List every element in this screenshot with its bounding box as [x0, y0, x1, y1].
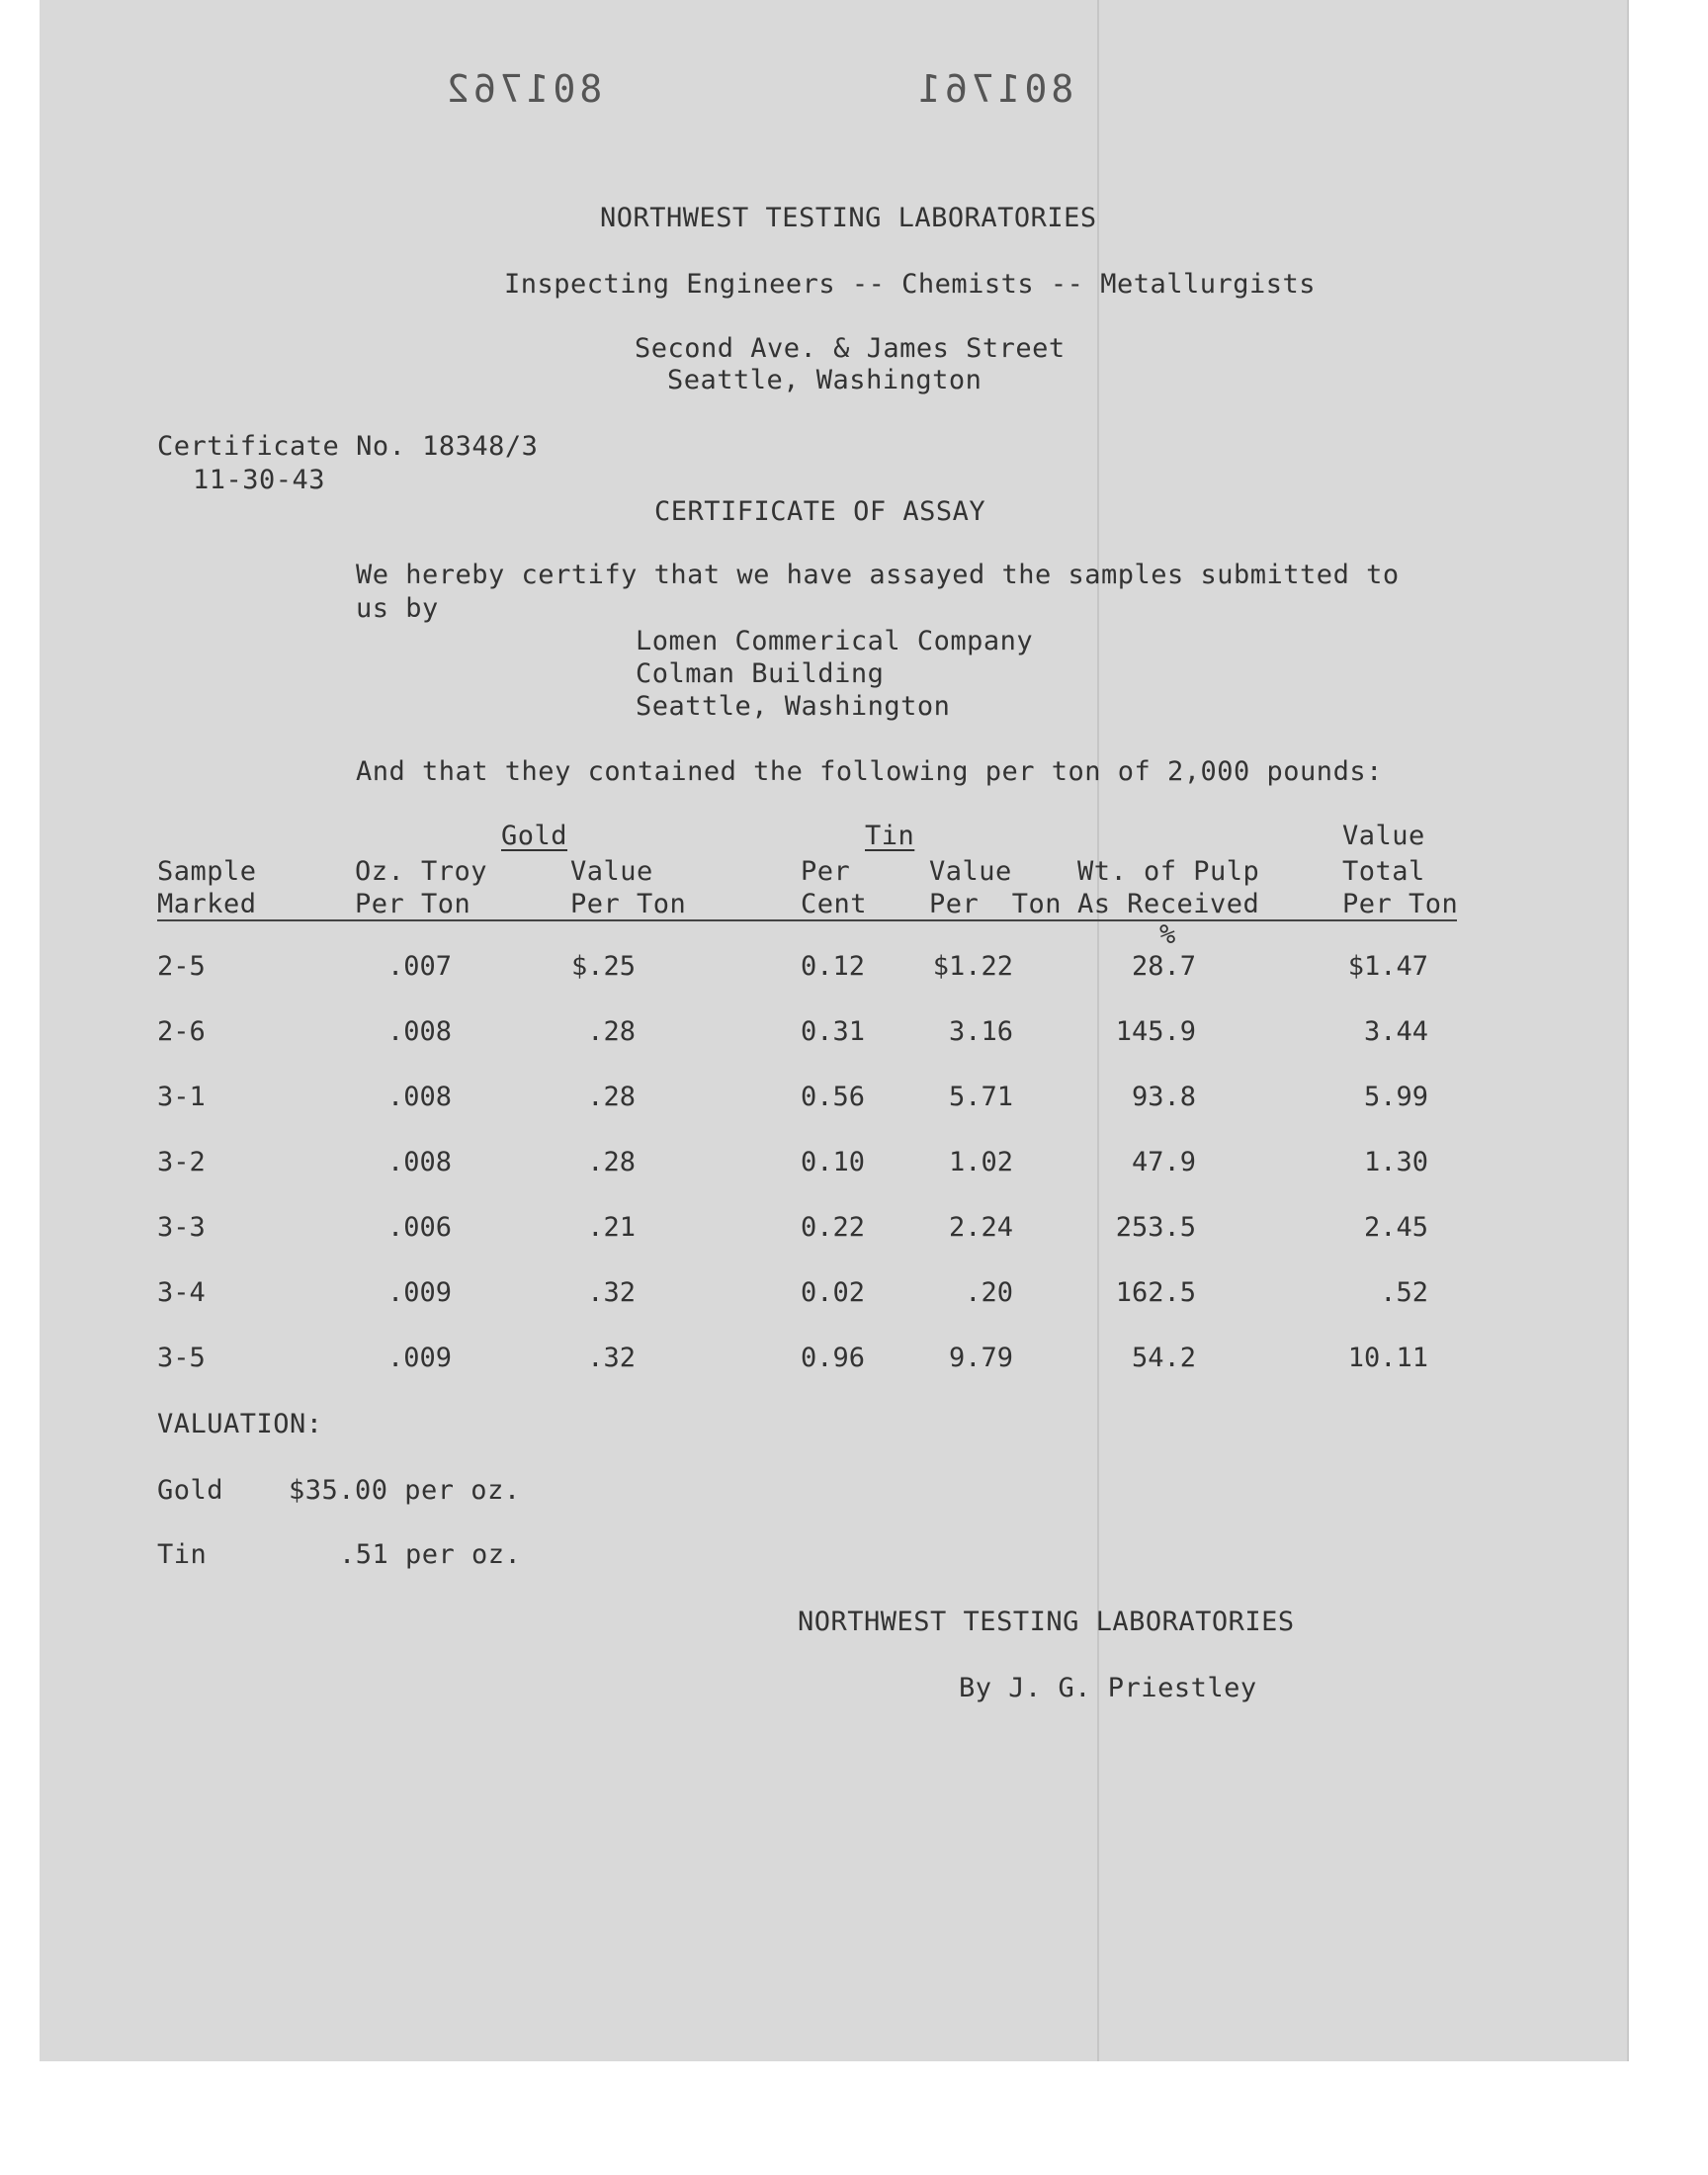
cell-tin-value: 5.71 — [948, 1082, 1013, 1112]
cell-gold-value: .21 — [587, 1212, 636, 1243]
cell-tin-percent: 0.22 — [801, 1212, 866, 1243]
cell-oz-troy: .008 — [387, 1082, 453, 1112]
header-sample-line2: Marked — [157, 889, 257, 919]
cell-pulp-weight: 162.5 — [1115, 1277, 1196, 1308]
cell-tin-value: $1.22 — [932, 951, 1013, 982]
cell-tin-value: 9.79 — [948, 1343, 1013, 1373]
header-total-line1: Total — [1342, 856, 1425, 887]
cell-tin-value: 3.16 — [948, 1016, 1013, 1047]
cell-tin-percent: 0.56 — [801, 1082, 866, 1112]
cell-oz-troy: .007 — [387, 951, 453, 982]
group-header-tin: Tin — [865, 821, 915, 851]
intro-line-1: We hereby certify that we have assayed the samples submitted to — [356, 560, 1400, 590]
cell-tin-percent: 0.31 — [801, 1016, 866, 1047]
header-wt-line2: As Received — [1077, 889, 1260, 919]
header-tin-value-line2: Per Ton — [929, 889, 1063, 919]
client-city: Seattle, Washington — [636, 691, 951, 722]
cell-gold-value: .32 — [587, 1343, 636, 1373]
letterhead-tagline: Inspecting Engineers -- Chemists -- Metallurgists — [504, 269, 1317, 300]
cell-tin-percent: 0.02 — [801, 1277, 866, 1308]
header-sample-line1: Sample — [157, 856, 257, 887]
cell-sample: 3-4 — [157, 1277, 206, 1308]
cell-oz-troy: .009 — [387, 1277, 453, 1308]
cell-oz-troy: .006 — [387, 1212, 453, 1243]
cell-pulp-weight: 54.2 — [1131, 1343, 1196, 1373]
cell-tin-value: .20 — [965, 1277, 1013, 1308]
header-gold-value-line2: Per Ton — [570, 889, 687, 919]
letterhead-company: NORTHWEST TESTING LABORATORIES — [600, 203, 1097, 233]
signature-company: NORTHWEST TESTING LABORATORIES — [798, 1607, 1295, 1637]
header-tin-value-line1: Value — [929, 856, 1012, 887]
cell-sample: 3-2 — [157, 1147, 206, 1177]
header-pct-line2: Cent — [801, 889, 868, 919]
fold-crease — [1097, 0, 1099, 2061]
cell-sample: 3-1 — [157, 1082, 206, 1112]
cell-total-value: 5.99 — [1363, 1082, 1428, 1112]
cell-total-value: 1.30 — [1363, 1147, 1428, 1177]
valuation-gold-value: $35.00 per oz. — [289, 1475, 521, 1506]
client-building: Colman Building — [636, 658, 885, 689]
valuation-tin-value: .51 per oz. — [339, 1539, 522, 1570]
cell-total-value: .52 — [1380, 1277, 1428, 1308]
cell-gold-value: .28 — [587, 1147, 636, 1177]
cell-oz-troy: .008 — [387, 1016, 453, 1047]
cell-pulp-weight: 253.5 — [1115, 1212, 1196, 1243]
group-header-gold: Gold — [501, 821, 568, 851]
cell-pulp-weight: 47.9 — [1131, 1147, 1196, 1177]
cell-total-value: 2.45 — [1363, 1212, 1428, 1243]
cell-tin-value: 1.02 — [948, 1147, 1013, 1177]
cell-sample: 2-5 — [157, 951, 206, 982]
cell-tin-percent: 0.12 — [801, 951, 866, 982]
client-name: Lomen Commerical Company — [636, 626, 1034, 656]
cell-tin-value: 2.24 — [948, 1212, 1013, 1243]
cell-gold-value: .28 — [587, 1082, 636, 1112]
header-gold-value-line1: Value — [570, 856, 653, 887]
header-oz-line1: Oz. Troy — [355, 856, 488, 887]
header-total-line2: Per Ton — [1342, 889, 1459, 919]
cell-pulp-weight: 28.7 — [1131, 951, 1196, 982]
header-pct-line1: Per — [801, 856, 851, 887]
document-title: CERTIFICATE OF ASSAY — [654, 496, 986, 527]
valuation-label: VALUATION: — [157, 1409, 323, 1439]
signature-by: By J. G. Priestley — [959, 1673, 1257, 1703]
letterhead-address-line2: Seattle, Washington — [667, 365, 982, 395]
stamp-number: 801761 — [914, 67, 1074, 111]
cell-sample: 3-5 — [157, 1343, 206, 1373]
letterhead-address-line1: Second Ave. & James Street — [635, 333, 1066, 364]
cell-tin-percent: 0.96 — [801, 1343, 866, 1373]
cell-total-value: 10.11 — [1347, 1343, 1428, 1373]
cell-gold-value: .28 — [587, 1016, 636, 1047]
cell-sample: 3-3 — [157, 1212, 206, 1243]
header-wt-line1: Wt. of Pulp — [1077, 856, 1260, 887]
certificate-date: 11-30-43 — [193, 465, 326, 495]
cell-oz-troy: .009 — [387, 1343, 453, 1373]
cell-total-value: $1.47 — [1347, 951, 1428, 982]
certificate-number: Certificate No. 18348/3 — [157, 431, 539, 462]
cell-total-value: 3.44 — [1363, 1016, 1428, 1047]
cell-oz-troy: .008 — [387, 1147, 453, 1177]
cell-gold-value: .32 — [587, 1277, 636, 1308]
valuation-gold-label: Gold — [157, 1475, 224, 1506]
contained-statement: And that they contained the following per ton of 2,000 pounds: — [356, 756, 1383, 787]
cell-pulp-weight: 145.9 — [1115, 1016, 1196, 1047]
header-oz-line2: Per Ton — [355, 889, 471, 919]
header-total-line0: Value — [1342, 821, 1425, 851]
cell-gold-value: $.25 — [570, 951, 636, 982]
header-wt-percent: % — [1159, 919, 1176, 950]
stamp-number-mirrored: 801762 — [443, 67, 603, 111]
header-underline — [157, 919, 1457, 921]
cell-pulp-weight: 93.8 — [1131, 1082, 1196, 1112]
cell-sample: 2-6 — [157, 1016, 206, 1047]
valuation-tin-label: Tin — [157, 1539, 208, 1570]
cell-tin-percent: 0.10 — [801, 1147, 866, 1177]
intro-line-2: us by — [356, 593, 439, 624]
